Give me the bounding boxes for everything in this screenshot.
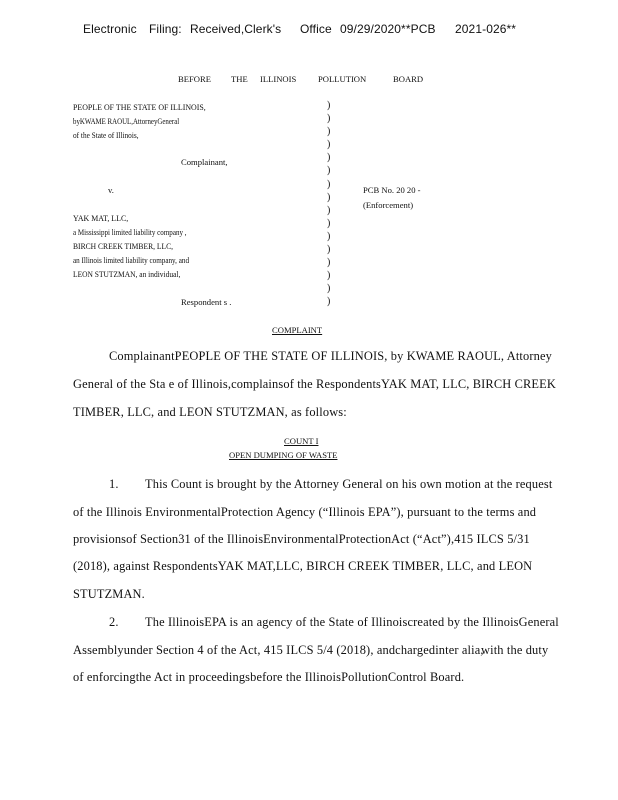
paragraph-line: The IllinoisEPA is an agency of the State of Illinoiscreated by the IllinoisGeneral	[145, 615, 559, 629]
paragraph-line: STUTZMAN.	[73, 587, 145, 601]
plaintiff-name: PEOPLE OF THE STATE OF ILLINOIS,	[73, 102, 206, 112]
paragraph-line: of enforcingthe Act in proceedingsbefore the IllinoisPollutionControl Board.	[73, 670, 465, 684]
paragraph-line: This Count is brought by the Attorney General on his own motion at the request	[145, 477, 553, 491]
intro-line: TIMBER, LLC, and LEON STUTZMAN, as follows:	[73, 405, 347, 419]
plaintiff-attorney: byKWAME RAOUL,AttorneyGeneral	[73, 116, 180, 126]
case-type: (Enforcement)	[363, 200, 414, 210]
paragraph-number: 1.	[109, 477, 119, 491]
board-title-word: THE	[231, 74, 248, 84]
header-date: 09/29/2020**PCB	[340, 22, 436, 36]
case-number: PCB No. 20 20 -	[363, 185, 421, 195]
respondents-label: Respondent s .	[181, 297, 232, 307]
header-received: Received,Clerk's	[190, 22, 282, 36]
intro-line: General of the Sta e of Illinois,complainsof the RespondentsYAK MAT, LLC, BIRCH CREEK	[73, 377, 556, 391]
paragraph-line: with the duty	[481, 643, 549, 657]
header-number: 2021-026**	[455, 22, 517, 36]
caption-parentheses: ) ) ) ) ) ) ) ) ) ) ) ) ) ) ) )	[327, 100, 331, 308]
versus-label: v.	[108, 185, 114, 195]
board-title-word: POLLUTION	[318, 74, 367, 84]
plaintiff-state: of the State of Illinois,	[73, 130, 139, 140]
paragraph-line: of the Illinois EnvironmentalProtection Agency (“Illinois EPA”), pursuant to the terms and	[73, 505, 537, 519]
intro-line: ComplainantPEOPLE OF THE STATE OF ILLINOIS, by KWAME RAOUL, Attorney	[109, 349, 552, 363]
defendant-line: a Mississippi limited liability company ,	[73, 227, 187, 237]
board-title-word: ILLINOIS	[260, 74, 297, 84]
count-title: OPEN DUMPING OF WASTE	[229, 450, 338, 460]
header-office: Office	[300, 22, 332, 36]
paragraph-line: provisionsof Section31 of the IllinoisEnvironmentalProtectionAct (“Act”),415 ILCS 5/31	[73, 532, 530, 546]
header-electronic: Electronic	[83, 22, 137, 36]
header-filing: Filing:	[149, 22, 182, 36]
board-title-word: BOARD	[393, 74, 424, 84]
complainant-label: Complainant,	[181, 157, 228, 167]
defendant-line: LEON STUTZMAN, an individual,	[73, 269, 181, 279]
defendant-line: BIRCH CREEK TIMBER, LLC,	[73, 241, 174, 251]
paragraph-number: 2.	[109, 615, 119, 629]
complaint-title: COMPLAINT	[272, 325, 323, 335]
count-label: COUNT I	[284, 436, 319, 446]
defendant-line: an Illinois limited liability company, and	[73, 255, 190, 265]
defendant-line: YAK MAT, LLC,	[73, 213, 129, 223]
board-title-word: BEFORE	[178, 74, 211, 84]
paragraph-line: Assemblyunder Section 4 of the Act, 415 ILCS 5/4 (2018), andchargedinter alia,	[73, 643, 484, 657]
paragraph-line: (2018), against RespondentsYAK MAT,LLC, BIRCH CREEK TIMBER, LLC, and LEON	[73, 559, 533, 573]
